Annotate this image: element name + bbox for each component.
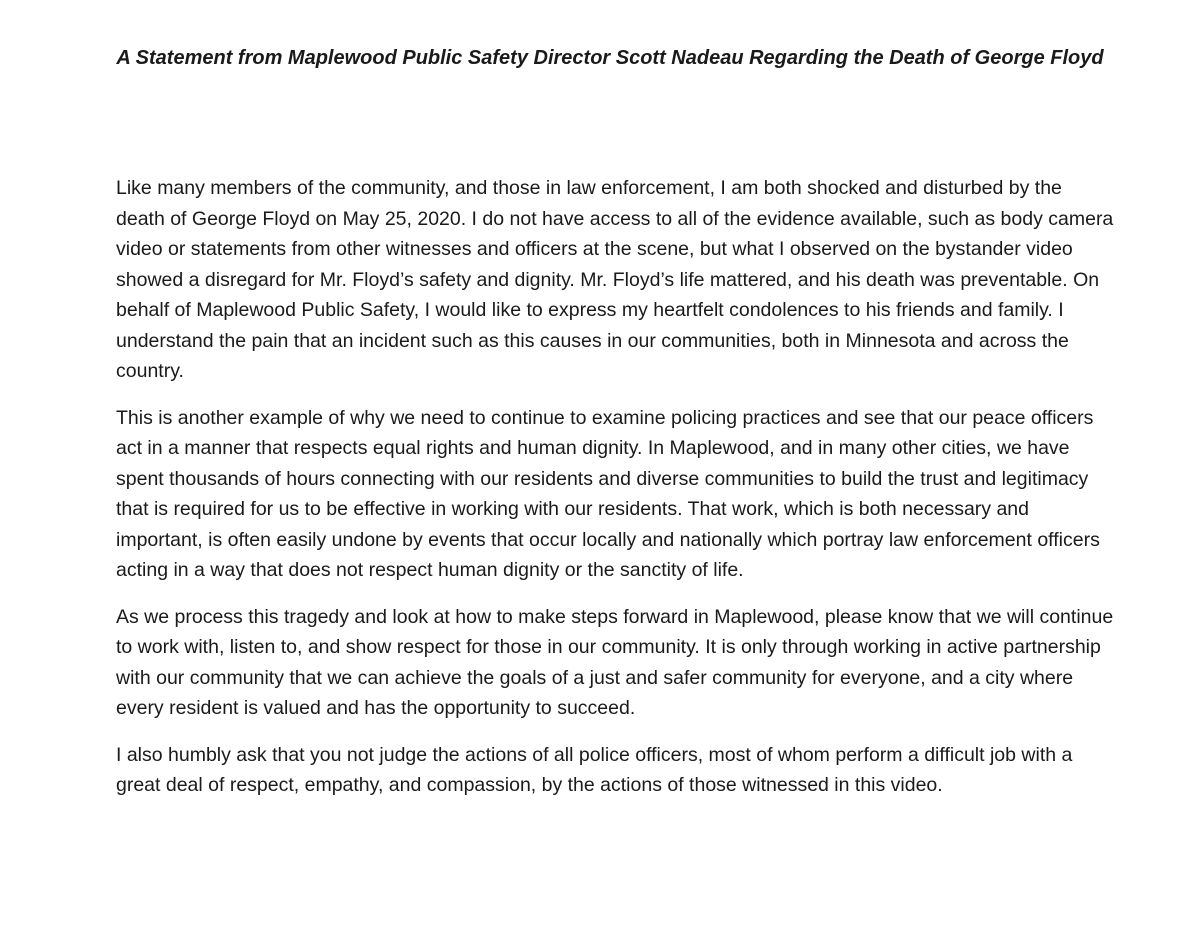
paragraph-request: I also humbly ask that you not judge the actions of all police officers, most of whom perform a difficult job with a great deal of respect, empathy, and compassion, by the actions of those witnessed in this video. — [116, 743, 1073, 796]
statement-title: A Statement from Maplewood Public Safety Director Scott Nadeau Regarding the Death of George Floyd — [116, 47, 1104, 69]
paragraph-condolences: Like many members of the community, and those in law enforcement, I am both shocked and disturbed by the death of George Floyd on May 25, 2020. I do not have access to all of the evidence available, such as body camera video or statements from other witnesses and officers at the scene, but what I observed on the bystander video showed a disregard for Mr. Floyd’s safety and dignity. Mr. Floyd’s life mattered, and his death was preventable. On behalf of Maplewood Public Safety, I would like to express my heartfelt condolences to his friends and family. I understand the pain that an incident such as this causes in our communities, both in Minnesota and across the country. — [116, 177, 1114, 382]
paragraph-policing-practices: This is another example of why we need to continue to examine policing practices and see that our peace officers act in a manner that respects equal rights and human dignity. In Maplewood, and in many other cities, we have spent thousands of hours connecting with our residents and diverse communities to build the trust and legitimacy that is required for us to be effective in working with our residents. That work, which is both necessary and important, is often easily undone by events that occur locally and nationally which portray law enforcement officers acting in a way that does not respect human dignity or the sanctity of life. — [116, 406, 1100, 581]
paragraph-moving-forward: As we process this tragedy and look at how to make steps forward in Maplewood, please know that we will continue to work with, listen to, and show respect for those in our community. It is only through working in active partnership with our community that we can achieve the goals of a just and safer community for everyone, and a city where every resident is valued and has the opportunity to succeed. — [116, 605, 1114, 719]
statement-body — [116, 173, 1116, 817]
